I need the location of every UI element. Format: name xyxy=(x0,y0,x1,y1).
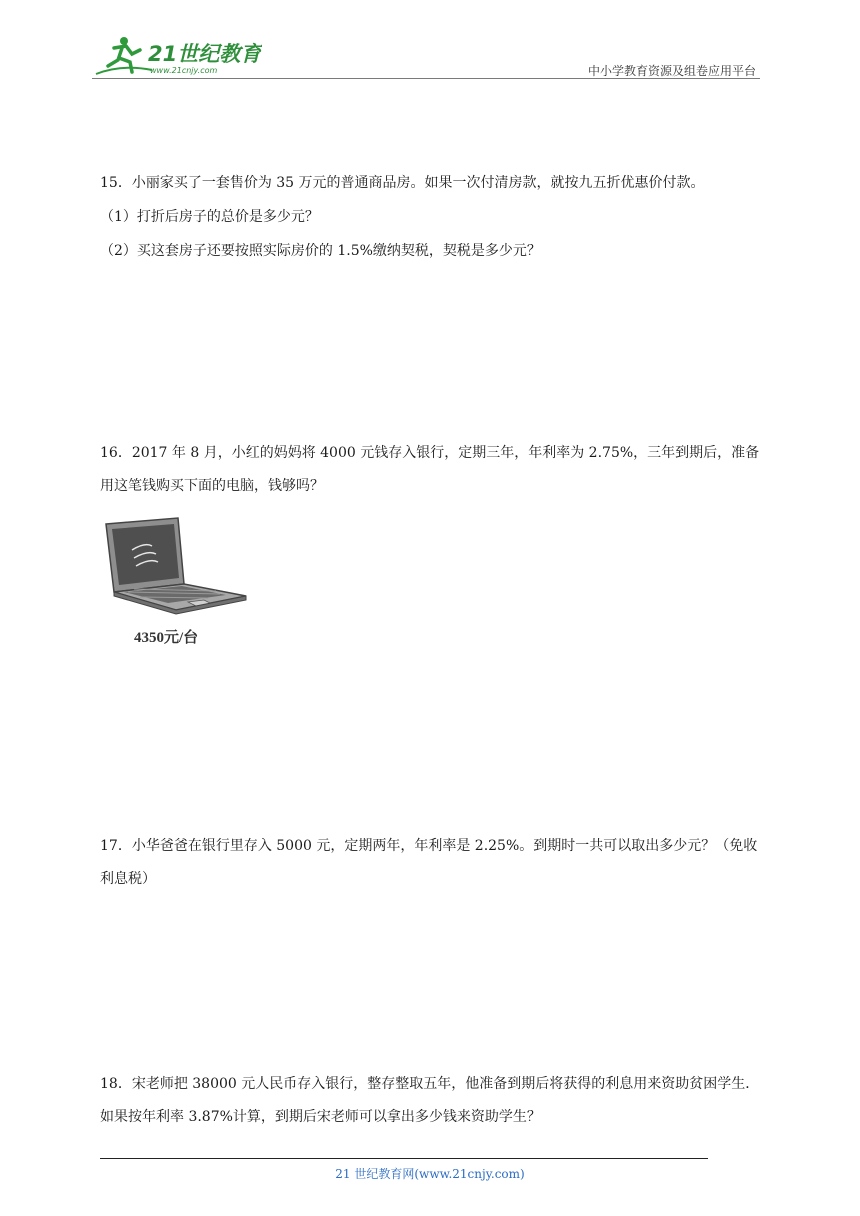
laptop-figure xyxy=(100,512,250,652)
logo-21cnjy xyxy=(92,34,262,76)
laptop-icon xyxy=(100,512,250,627)
question-15-stem: 15．小丽家买了一套售价为 35 万元的普通商品房。如果一次付清房款，就按九五折优惠价付款。 xyxy=(100,175,705,191)
page-header xyxy=(92,30,760,80)
footer-divider xyxy=(100,1158,708,1159)
runner-icon xyxy=(96,37,152,74)
platform-name: 中小学教育资源及组卷应用平台 xyxy=(587,64,756,78)
question-18-stem: 18．宋老师把 38000 元人民币存入银行，整存整取五年，他准备到期后将获得的利息用来资助贫困学生．如果按年利率 3.87%计算，到期后宋老师可以拿出多少钱来资助学生？ xyxy=(100,1076,760,1125)
laptop-price-label: 4350元/台 xyxy=(134,630,199,646)
question-15-part-1: （1）打折后房子的总价是多少元？ xyxy=(100,209,319,225)
header-divider xyxy=(92,78,760,79)
footer-source: 21 世纪教育网(www.21cnjy.com) xyxy=(335,1167,525,1181)
question-17-stem: 17．小华爸爸在银行里存入 5000 元，定期两年，年利率是 2.25%。到期时一共可以取出多少元？（免收利息税） xyxy=(100,838,758,887)
question-16-stem: 16．2017 年 8 月，小红的妈妈将 4000 元钱存入银行，定期三年，年利率为 2.75%，三年到期后，准备用这笔钱购买下面的电脑，钱够吗？ xyxy=(100,445,760,494)
question-15-part-2: （2）买这套房子还要按照实际房价的 1.5%缴纳契税，契税是多少元？ xyxy=(100,243,541,259)
svg-text:21世纪教育: 21世纪教育 xyxy=(148,42,262,66)
svg-text:www.21cnjy.com: www.21cnjy.com xyxy=(150,66,218,75)
